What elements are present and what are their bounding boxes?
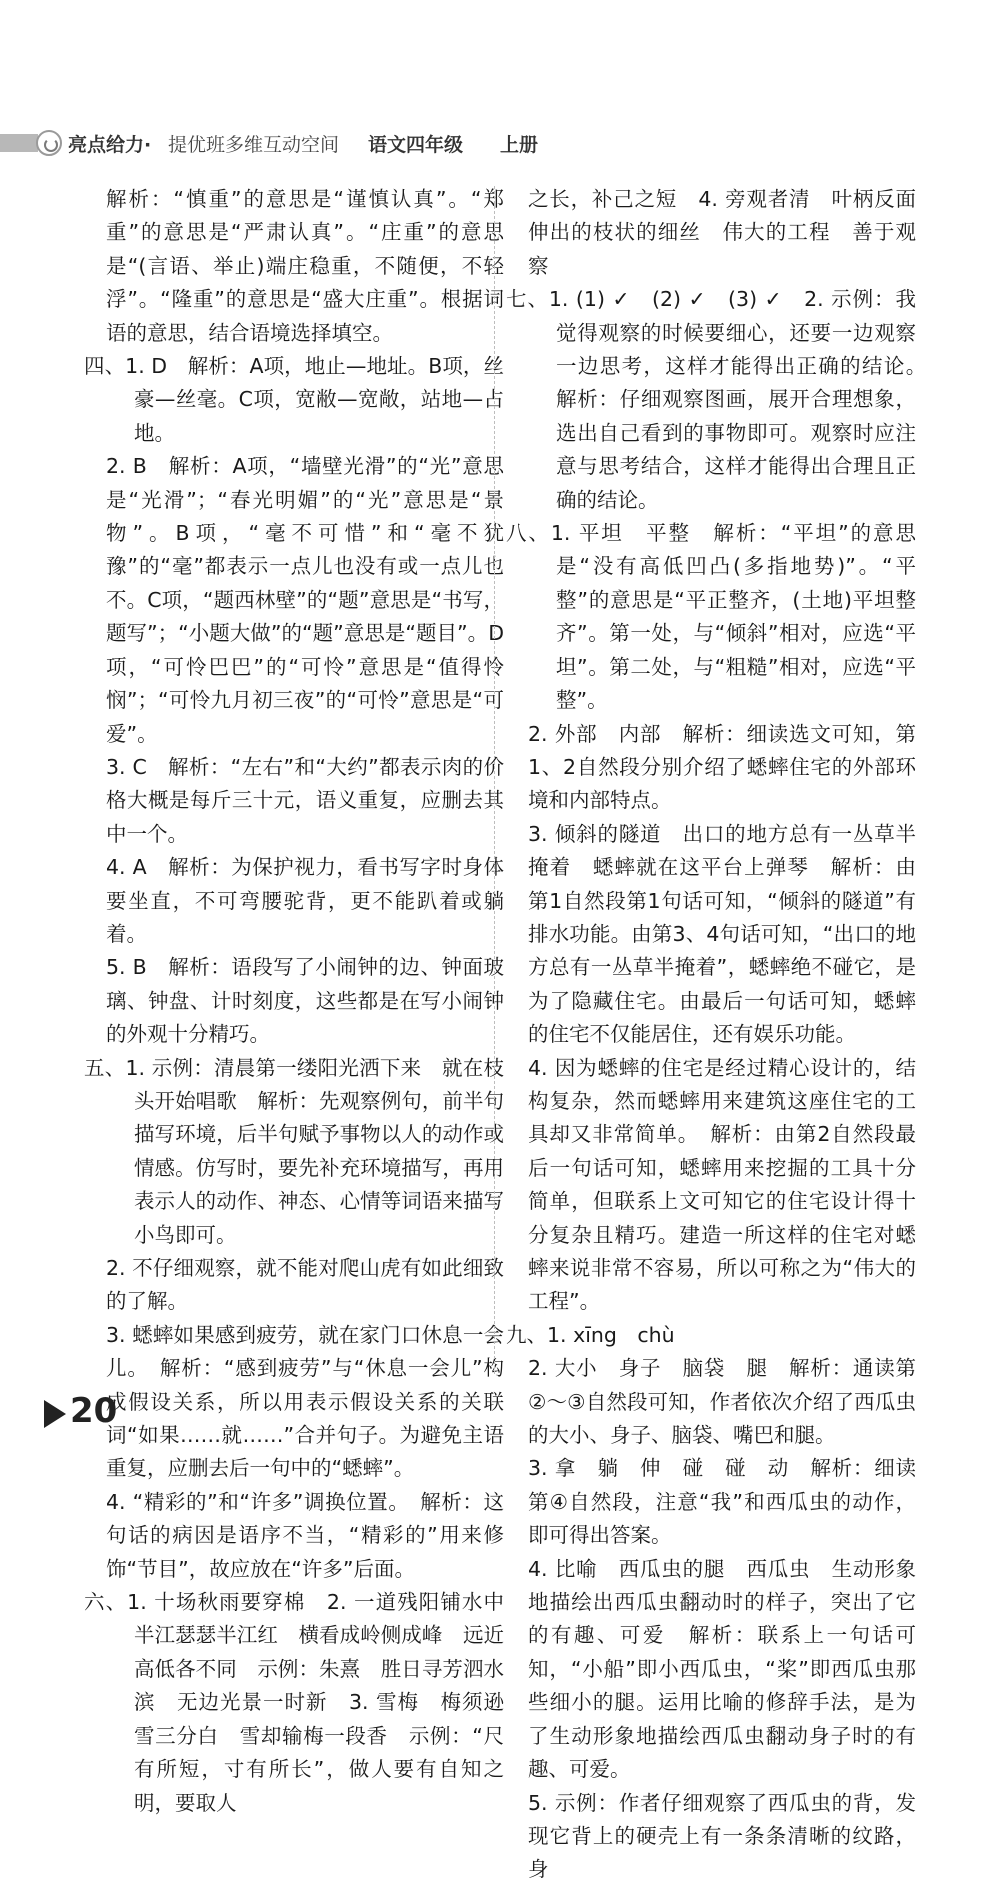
answer-paragraph: 八、1. 平坦 平整 解析：“平坦”的意思是“没有高低凹凸(多指地势)”。“平整”的意思是“平正整齐，(土地)平坦整齐”。第一处，与“倾斜”相对，应选“平坦”。第二处，与“粗糙”相对，应选“平整”。 xyxy=(506,521,916,713)
answer-paragraph: 5. 示例：作者仔细观察了西瓜虫的背，发现它背上的硬壳上有一条条清晰的纹路，身 xyxy=(528,1790,916,1882)
header-brand: 亮点给力· xyxy=(68,134,152,156)
answer-paragraph: 解析：“慎重”的意思是“谨慎认真”。“郑重”的意思是“严肃认真”。“庄重”的意思是“(言语、举止)端庄稳重，不随便，不轻浮”。“隆重”的意思是“盛大庄重”。根据词语的意思，结合语境选择填空。 xyxy=(106,187,504,345)
phone-icon xyxy=(36,130,62,156)
page-number: 20 xyxy=(70,1391,118,1431)
answer-paragraph: 之长，补己之短 4. 旁观者清 叶柄反面伸出的枝状的细丝 伟大的工程 善于观察 xyxy=(528,187,916,278)
answer-paragraph: 2. 外部 内部 解析：细读选文可知，第1、2自然段分别介绍了蟋蟀住宅的外部环境和内部特点。 xyxy=(528,721,916,813)
answer-paragraph: 4. 比喻 西瓜虫的腿 西瓜虫 生动形象地描绘出西瓜虫翻动时的样子，突出了它的有趣、可爱 解析：联系上一句话可知，“小船”即小西瓜虫，“桨”即西瓜虫那些细小的腿。运用比喻的修辞手法，是为了生动形象地描绘西瓜虫翻动身子时的有趣、可爱。 xyxy=(528,1556,916,1782)
answer-paragraph: 3. C 解析：“左右”和“大约”都表示肉的价格大概是每斤三十元，语义重复，应删去其中一个。 xyxy=(106,754,504,846)
answer-paragraph: 六、1. 十场秋雨要穿棉 2. 一道残阳铺水中 半江瑟瑟半江红 横看成岭侧成峰 远近高低各不同 示例：朱熹 胜日寻芳泗水滨 无边光景一时新 3. 雪梅 梅须逊雪三分白 雪却输梅一段香 示例：“尺有所短，寸有所长”，做人要有自知之明，要取人 xyxy=(84,1590,525,1815)
answer-paragraph: 九、1. xīng chù xyxy=(506,1322,675,1347)
answer-paragraph: 4. 因为蟋蟀的住宅是经过精心设计的，结构复杂，然而蟋蟀用来建筑这座住宅的工具却又非常简单。 解析：由第2自然段最后一句话可知，蟋蟀用来挖掘的工具十分简单，但联系上文可知它的住宅设计得十分复杂且精巧。建造一所这样的住宅对蟋蟀来说非常不容易，所以可称之为“伟大的工程”。 xyxy=(528,1055,916,1314)
answer-paragraph: 3. 倾斜的隧道 出口的地方总有一丛草半掩着 蟋蟀就在这平台上弹琴 解析：由第1自然段第1句话可知，“倾斜的隧道”有排水功能。由第3、4句话可知，“出口的地方总有一丛草半掩着”，蟋蟀绝不碰它，是为了隐藏住宅。由最后一句话可知，蟋蟀的住宅不仅能居住，还有娱乐功能。 xyxy=(528,821,916,1047)
answer-paragraph: 四、1. D 解析：A项，地止—地址。B项，丝豪—丝毫。C项，宽敝—宽敞，站地—占地。 xyxy=(84,354,504,445)
right-column xyxy=(506,183,937,1887)
header-subject-grade: 语文四年级 xyxy=(368,134,464,156)
header-series: 提优班多维互动空间 xyxy=(168,134,340,156)
answer-paragraph: 3. 蟋蟀如果感到疲劳，就在家门口休息一会儿。 解析：“感到疲劳”与“休息一会儿”构成假设关系，所以用表示假设关系的关联词“如果……就……”合并句子。为避免主语重复，应删去后一句中的“蟋蟀”。 xyxy=(106,1322,504,1481)
page-arrow-icon xyxy=(44,1400,66,1428)
answer-paragraph: 4. A 解析：为保护视力，看书写字时身体要坐直，不可弯腰驼背，更不能趴着或躺着。 xyxy=(106,855,504,946)
answer-paragraph: 2. 不仔细观察，就不能对爬山虎有如此细致的了解。 xyxy=(106,1256,504,1314)
answer-paragraph: 七、1. (1) ✓ (2) ✓ (3) ✓ 2. 示例：我觉得观察的时候要细心，还要一边观察一边思考，这样才能得出正确的结论。 解析：仔细观察图画，展开合理想象，选出自己看到的事物即可。观察时应注意与思考结合，这样才能得出合理且正确的结论。 xyxy=(506,287,937,512)
page-header xyxy=(0,126,640,160)
header-volume: 上册 xyxy=(500,134,539,156)
header-gray-bar xyxy=(0,134,38,152)
column-divider xyxy=(494,186,495,1374)
answer-paragraph: 2. B 解析：A项，“墙壁光滑”的“光”意思是“光滑”；“春光明媚”的“光”意思是“景物”。B项，“毫不可惜”和“毫不犹豫”的“毫”都表示一点儿也没有或一点儿也不。C项，“题西林壁”的“题”意思是“书写，题写”；“小题大做”的“题”意思是“题目”。D项，“可怜巴巴”的“可怜”意思是“值得怜悯”；“可怜九月初三夜”的“可怜”意思是“可爱”。 xyxy=(106,454,504,746)
answer-paragraph: 2. 大小 身子 脑袋 腿 解析：通读第②～③自然段可知，作者依次介绍了西瓜虫的大小、身子、脑袋、嘴巴和腿。 xyxy=(528,1356,916,1448)
answer-paragraph: 3. 拿 躺 伸 碰 碰 动 解析：细读第④自然段，注意“我”和西瓜虫的动作，即可得出答案。 xyxy=(528,1456,916,1548)
left-column xyxy=(84,183,525,1820)
answer-paragraph: 4. “精彩的”和“许多”调换位置。 解析：这句话的病因是语序不当，“精彩的”用来修饰“节目”，故应放在“许多”后面。 xyxy=(106,1489,504,1581)
answer-paragraph: 5. B 解析：语段写了小闹钟的边、钟面玻璃、钟盘、计时刻度，这些都是在写小闹钟的外观十分精巧。 xyxy=(106,955,504,1047)
answer-paragraph: 五、1. 示例：清晨第一缕阳光洒下来 就在枝头开始唱歌 解析：先观察例句，前半句描写环境，后半句赋予事物以人的动作或情感。仿写时，要先补充环境描写，再用表示人的动作、神态、心情等词语来描写小鸟即可。 xyxy=(84,1055,504,1247)
